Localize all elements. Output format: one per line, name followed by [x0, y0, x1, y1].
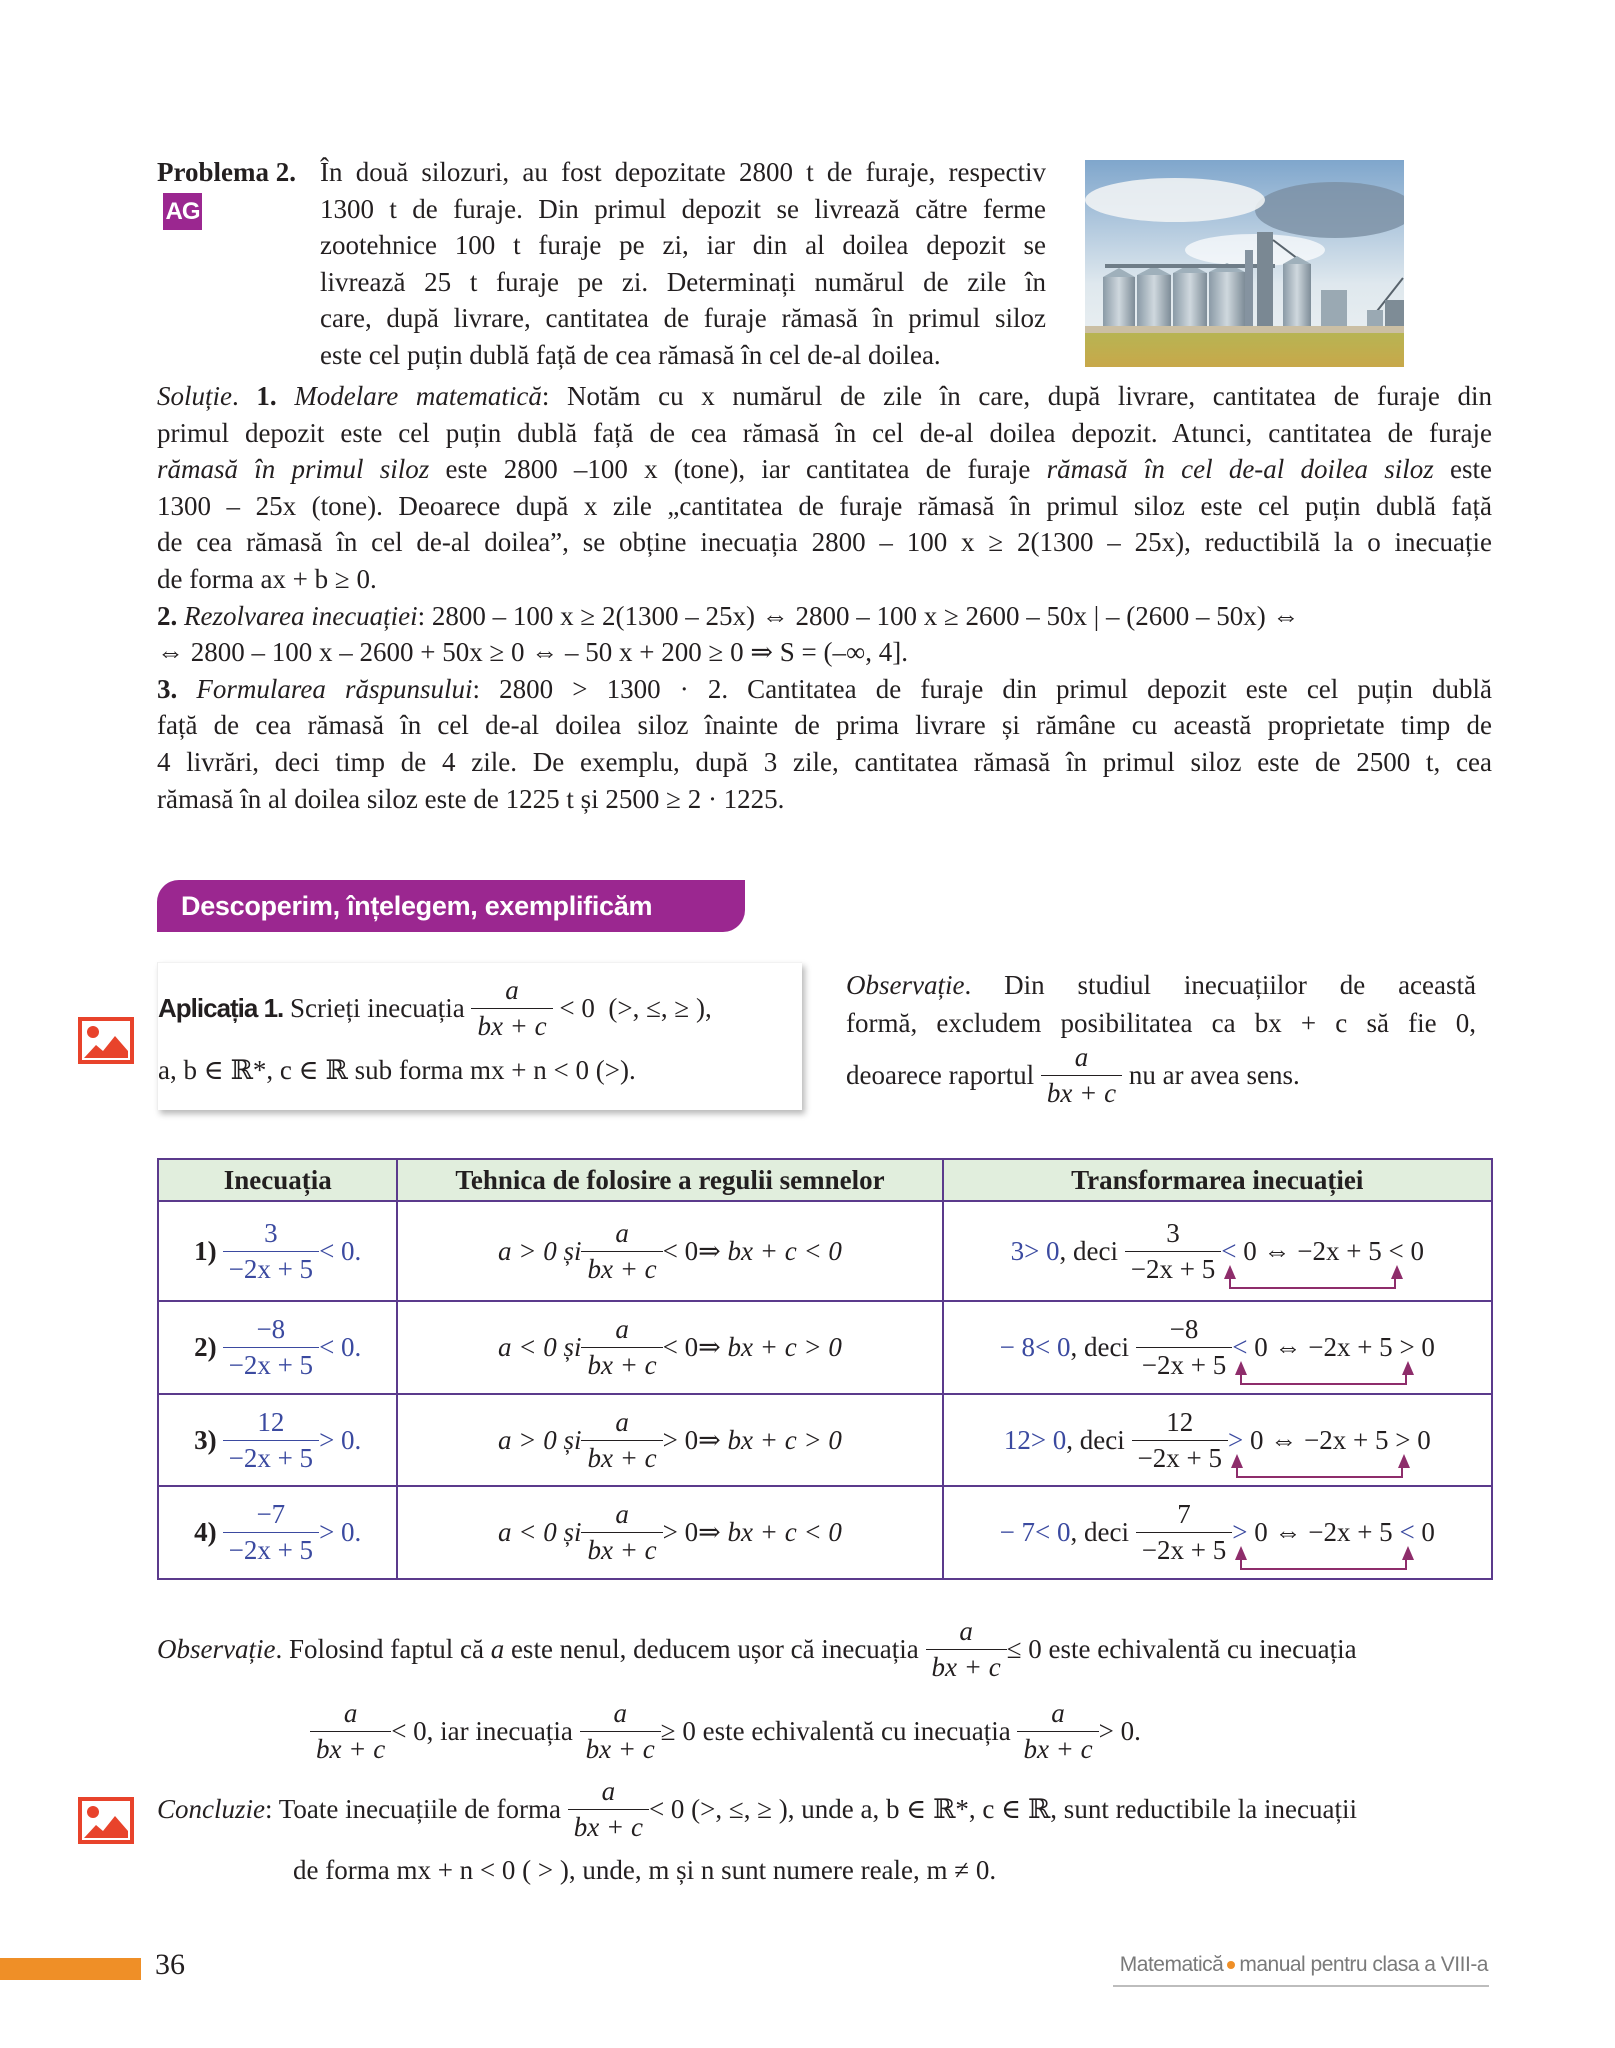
- fraction: [471, 977, 552, 1040]
- transformation-text: 0: [1410, 1424, 1431, 1455]
- observation-var: a: [490, 1634, 505, 1664]
- technique-cell: [397, 1201, 942, 1301]
- numerator-sign: < 0: [1035, 1332, 1071, 1362]
- conclusion-line2: de forma mx + n < 0 ( > ), unde, m și n sunt numere reale, m ≠ 0.: [293, 1855, 997, 1885]
- fraction-denominator: bx + c: [310, 1731, 391, 1763]
- fraction: [223, 1217, 319, 1284]
- solution-text-emph: rămasă în primul siloz: [157, 454, 430, 485]
- problem-title: Problema 2.: [157, 157, 296, 187]
- fraction-denominator: bx + c: [1017, 1731, 1098, 1763]
- inequality-sign: < 0.: [319, 1332, 362, 1362]
- book-title: [1110, 1953, 1488, 1977]
- fraction-numerator: a: [601, 1776, 616, 1806]
- step-title: Modelare matematică: [294, 381, 542, 411]
- table-row: [158, 1394, 1492, 1486]
- image-icon[interactable]: [78, 1797, 134, 1844]
- fraction-denominator: bx + c: [581, 1440, 662, 1472]
- transformation-text: 0 ⇔ −2x + 5: [1243, 1424, 1396, 1455]
- technique-result: ⇒ bx + c > 0: [698, 1424, 842, 1455]
- fraction-denominator: −2x + 5: [223, 1532, 319, 1564]
- technique-sign: < 0: [662, 1235, 699, 1266]
- observation-text: ≤ 0: [1006, 1634, 1042, 1664]
- fraction-numerator: a: [1051, 1698, 1065, 1728]
- solution-text: ⇔ 2800 – 100 x – 2600 + 50x ≥ 0 ⇔ – 50 x + 200 ≥ 0 ⇒ S = (–∞, 4].: [157, 637, 908, 668]
- problem-line: care, după livrare, cantitatea de furaje rămasă în primul siloz: [320, 303, 1046, 334]
- relation-sign: >: [1232, 1517, 1248, 1547]
- transformation-text: 0: [1414, 1517, 1435, 1547]
- arrow-connector-icon: [1240, 1558, 1407, 1570]
- fraction-numerator: 3: [1166, 1217, 1180, 1248]
- problem-line: În două silozuri, au fost depozitate 2800 t de furaje, respectiv: [320, 157, 1046, 187]
- book-subtitle: manual pentru clasa a VIII-a: [1239, 1953, 1488, 1976]
- problem-line: 1300 t de furaje. Din primul depozit se livrează către ferme: [320, 193, 1046, 224]
- image-icon-glyph: [82, 1801, 130, 1840]
- fraction-numerator: a: [615, 1217, 629, 1248]
- arrow-up-icon: [1235, 1546, 1247, 1560]
- fraction-numerator: 12: [257, 1406, 285, 1437]
- technique-text: a < 0 și: [497, 1517, 582, 1547]
- observation-text: < 0: [391, 1716, 427, 1746]
- technique-sign: > 0: [662, 1424, 699, 1455]
- transformation-text: 0 ⇔ −2x + 5: [1236, 1235, 1389, 1266]
- application-card: [157, 962, 802, 1110]
- row-number: 3): [194, 1424, 217, 1455]
- solution-text: 1300 – 25x (tone). Deoarece după x zile „cantitatea de furaje rămasă în primul siloz este cel puțin dublă față: [157, 490, 1492, 521]
- observation-text: , iar inecuația: [426, 1716, 580, 1746]
- step-number: 3.: [157, 673, 178, 704]
- book-subject: Matematică: [1119, 1953, 1224, 1976]
- fraction-numerator: a: [959, 1616, 973, 1646]
- arrow-connector-icon: [1229, 1277, 1396, 1289]
- silo-photo: [1085, 160, 1404, 367]
- fraction-denominator: −2x + 5: [223, 1347, 319, 1379]
- inequality-cell: [158, 1201, 397, 1301]
- observation-2: [157, 1618, 1492, 1681]
- solution-text: de cea rămasă în cel de-al doilea”, se obține inecuația 2800 – 100 x ≥ 2(1300 – 25x), reductibilă la o inecuație: [157, 527, 1492, 558]
- numerator-sign: > 0: [1024, 1235, 1060, 1266]
- solution-text: față de cea rămasă în cel de-al doilea siloz înainte de prima livrare și rămâne cu această proprietate timp de: [157, 710, 1492, 741]
- observation-text: ≥ 0: [660, 1716, 696, 1746]
- relation-sign: >: [1399, 1332, 1415, 1362]
- fraction: [581, 1316, 662, 1379]
- solution-text: primul depozit este cel puțin dublă față de cea rămasă în cel de-al doilea depozit. Atunci, cantitatea de furaje: [157, 417, 1492, 448]
- fraction: [223, 1501, 319, 1564]
- relation-sign: <: [1221, 1235, 1237, 1266]
- transformation-text: 0 ⇔ −2x + 5: [1247, 1517, 1400, 1547]
- fraction: [926, 1618, 1007, 1681]
- technique-cell: [397, 1486, 942, 1579]
- table-row: [158, 1301, 1492, 1394]
- transformation-cell: [943, 1394, 1493, 1486]
- solution-text: este: [1433, 454, 1492, 485]
- numerator-sign: > 0: [1030, 1424, 1067, 1455]
- conclusion-text: : Toate inecuațiile de forma: [265, 1794, 568, 1824]
- fraction-denominator: −2x + 5: [1125, 1251, 1221, 1283]
- silo-photo-illustration: [1085, 160, 1404, 367]
- observation-text: . Folosind faptul că: [275, 1634, 491, 1664]
- relation-sign: <: [1232, 1332, 1248, 1362]
- row-number: 1): [194, 1235, 217, 1266]
- inequality-sign: > 0.: [319, 1424, 362, 1455]
- fraction-numerator: a: [615, 1314, 629, 1344]
- transformation-text: 0: [1414, 1332, 1435, 1362]
- application-line2: a, b ∈ ℝ*, c ∈ ℝ sub forma mx + n < 0 (>).: [158, 1055, 636, 1085]
- fraction-numerator: 7: [1177, 1499, 1191, 1529]
- image-icon-glyph: [82, 1021, 130, 1060]
- observation-label: Observație: [157, 1634, 276, 1664]
- fraction: [568, 1778, 649, 1841]
- conclusion-text: < 0 (>, ≤, ≥ ), unde a, b ∈ ℝ*, c ∈ ℝ, sunt reductibile la inecuații: [648, 1794, 1357, 1824]
- inequality-cell: [158, 1486, 397, 1579]
- fraction: [1136, 1501, 1232, 1564]
- application-text: < 0 (>, ≤, ≥ ),: [552, 993, 712, 1023]
- fraction: [310, 1700, 391, 1763]
- problem-line: este cel puțin dublă față de cea rămasă în cel de-al doilea.: [320, 339, 941, 370]
- solution-label: Soluție: [157, 381, 232, 411]
- page-number: 36: [155, 1948, 185, 1981]
- table-header: Inecuația: [158, 1159, 397, 1201]
- fraction: [581, 1501, 662, 1564]
- fraction-numerator: a: [343, 1698, 358, 1728]
- table-row: [158, 1201, 1492, 1301]
- problem-line: zootehnice 100 t furaje pe zi, iar din al doilea depozit se: [320, 230, 1046, 261]
- fraction: [580, 1700, 661, 1763]
- solution-text: de forma ax + b ≥ 0.: [157, 563, 377, 594]
- fraction-numerator: a: [1074, 1042, 1089, 1072]
- fraction: [223, 1316, 319, 1379]
- numerator-sign: < 0: [1035, 1517, 1071, 1547]
- arrow-up-icon: [1402, 1546, 1414, 1560]
- fraction-numerator: a: [615, 1499, 629, 1529]
- observation-text: este nenul, deducem ușor că inecuația: [504, 1634, 926, 1664]
- row-number: 4): [194, 1517, 217, 1547]
- observation-text: nu ar avea sens.: [1122, 1060, 1300, 1090]
- observation-2-line2: [310, 1700, 1141, 1763]
- fraction: [1136, 1316, 1232, 1379]
- technique-result: ⇒ bx + c > 0: [698, 1332, 842, 1362]
- application-text: Scrieți inecuația: [283, 993, 472, 1023]
- fraction-denominator: bx + c: [926, 1649, 1007, 1681]
- problem-line: livrează 25 t furaje pe zi. Determinați numărul de zile în: [320, 266, 1046, 297]
- step-title: Formularea răspunsului: [196, 673, 473, 704]
- transformation-cell: [943, 1301, 1493, 1394]
- fraction-numerator: 12: [1166, 1406, 1194, 1437]
- arrow-up-icon: [1224, 1265, 1236, 1279]
- arrow-up-icon: [1231, 1454, 1243, 1468]
- observation-text: este echivalentă cu inecuația: [695, 1716, 1018, 1746]
- solution-text: este 2800 –100 x (tone), iar cantitatea de furaje: [429, 454, 1047, 485]
- fraction-numerator: 3: [264, 1217, 278, 1248]
- inequality-cell: [158, 1394, 397, 1486]
- fraction-denominator: bx + c: [471, 1008, 552, 1040]
- transformation-text: , deci: [1070, 1517, 1130, 1547]
- technique-sign: > 0: [662, 1517, 699, 1547]
- arrow-connector-icon: [1236, 1466, 1403, 1478]
- fraction-denominator: −2x + 5: [1136, 1347, 1232, 1379]
- problem-statement: [320, 154, 1046, 374]
- fraction-denominator: bx + c: [581, 1347, 662, 1379]
- footer-accent-bar: [0, 1958, 141, 1980]
- fraction-numerator: −7: [256, 1499, 286, 1529]
- fraction-denominator: −2x + 5: [223, 1251, 319, 1283]
- observation-text: . Din studiul inecuațiilor de această: [964, 970, 1476, 1000]
- fraction: [1132, 1406, 1228, 1473]
- bullet-dot-icon: [1227, 1961, 1235, 1969]
- relation-sign: >: [1228, 1424, 1244, 1455]
- solution-text-emph: rămasă în cel de-al doilea siloz: [1046, 454, 1434, 485]
- row-number: 2): [194, 1332, 217, 1362]
- transformation-cell: [943, 1201, 1493, 1301]
- relation-sign: <: [1399, 1517, 1415, 1547]
- image-icon[interactable]: [78, 1017, 134, 1064]
- technique-result: ⇒ bx + c < 0: [698, 1517, 842, 1547]
- fraction-denominator: bx + c: [568, 1809, 649, 1841]
- transformation-text: 0 ⇔ −2x + 5: [1247, 1332, 1400, 1362]
- conclusion-label: Concluzie: [157, 1794, 265, 1824]
- numerator-value: − 8: [999, 1332, 1036, 1362]
- fraction-denominator: −2x + 5: [1132, 1440, 1228, 1472]
- inequality-table: [157, 1158, 1493, 1580]
- technique-cell: [397, 1301, 942, 1394]
- observation-text: este echivalentă cu inecuația: [1041, 1634, 1357, 1664]
- inequality-sign: > 0.: [319, 1517, 362, 1547]
- table-header: Tehnica de folosire a regulii semnelor: [397, 1159, 942, 1201]
- fraction-numerator: a: [613, 1698, 627, 1728]
- step-title: Rezolvarea inecuației: [184, 600, 418, 631]
- technique-text: a < 0 și: [497, 1332, 582, 1362]
- relation-sign: >: [1395, 1424, 1411, 1455]
- technique-sign: < 0: [662, 1332, 699, 1362]
- fraction-denominator: bx + c: [581, 1532, 662, 1564]
- fraction: [223, 1406, 319, 1473]
- technique-cell: [397, 1394, 942, 1486]
- fraction: [581, 1217, 662, 1284]
- technique-text: a > 0 și: [497, 1424, 582, 1455]
- fraction: [1125, 1217, 1221, 1284]
- transformation-text: , deci: [1059, 1235, 1119, 1266]
- step-number: 1.: [256, 381, 277, 411]
- numerator-value: 3: [1010, 1235, 1025, 1266]
- fraction-denominator: bx + c: [581, 1251, 662, 1283]
- fraction-denominator: bx + c: [580, 1731, 661, 1763]
- arrow-up-icon: [1235, 1361, 1247, 1375]
- fraction-denominator: −2x + 5: [223, 1440, 319, 1472]
- fraction-numerator: −8: [256, 1314, 286, 1344]
- section-banner: Descoperim, înțelegem, exemplificăm: [157, 880, 745, 932]
- solution-text: : 2800 > 1300 · 2. Cantitatea de furaje din primul depozit este cel puțin dublă: [472, 673, 1493, 704]
- fraction-numerator: −8: [1169, 1314, 1199, 1344]
- table-header: Transformarea inecuației: [943, 1159, 1493, 1201]
- solution-text: : 2800 – 100 x ≥ 2(1300 – 25x) ⇔ 2800 – 100 x ≥ 2600 – 50x | – (2600 – 50x) ⇔: [417, 600, 1300, 631]
- arrow-up-icon: [1398, 1454, 1410, 1468]
- fraction-denominator: −2x + 5: [1136, 1532, 1232, 1564]
- solution-text: 4 livrări, deci timp de 4 zile. De exemplu, după 3 zile, cantitatea rămasă în primul siloz este de 2500 t, cea: [157, 746, 1492, 777]
- fraction-numerator: a: [615, 1406, 629, 1437]
- numerator-value: 12: [1003, 1424, 1031, 1455]
- fraction: [1041, 1044, 1122, 1107]
- technique-result: ⇒ bx + c < 0: [698, 1235, 842, 1266]
- transformation-cell: [943, 1486, 1493, 1579]
- observation-text: deoarece raportul: [846, 1060, 1041, 1090]
- observation-label: Observație: [846, 970, 965, 1000]
- observation-1: [846, 966, 1476, 1107]
- transformation-text: , deci: [1070, 1332, 1130, 1362]
- ag-badge: AG: [163, 193, 202, 230]
- numerator-value: − 7: [999, 1517, 1036, 1547]
- observation-text: > 0.: [1098, 1716, 1141, 1746]
- arrow-up-icon: [1391, 1265, 1403, 1279]
- footer-rule: [1113, 1985, 1489, 1987]
- application-title: Aplicația 1.: [158, 993, 284, 1023]
- fraction-numerator: a: [505, 975, 519, 1005]
- step-number: 2.: [157, 600, 178, 631]
- relation-sign: <: [1388, 1235, 1404, 1266]
- table-row: [158, 1486, 1492, 1579]
- solution-section: Soluție. 1. Modelare matematică: Notăm cu x numărul de zile în care, după livrare, cantitatea de furaje din primul depozit este cel puțin dublă față de cea rămasă în cel de-al doilea depozit. Atunci, cantitatea de furaje rămasă în primul siloz este 2800 –100 x (tone), iar cantitatea de furaje rămasă în cel de-al doilea siloz este 1300 – 25x (tone). Deoarece după x zile „cantitatea de furaje rămasă în primul siloz este cel puțin dublă față de cea rămasă în cel de-al doilea”, se obține inecuația 2800 – 100 x ≥ 2(1300 – 25x), reductibilă la o inecuație de forma ax + b ≥ 0. 2. Rezolvarea inecuației: 2800 – 100 x ≥ 2(1300 – 25x) ⇔ 2800 – 100 x ≥ 2600 – 50x | – (2600 – 50x) ⇔ ⇔ 2800 – 100 x – 2600 + 50x ≥ 0 ⇔ – 50 x + 200 ≥ 0 ⇒ S = (–∞, 4]. 3. Formularea răspunsului: 2800 > 1300 · 2. Cantitatea de furaje din primul depozit este cel puțin dublă față de cea rămasă în cel de-al doilea siloz înainte de prima livrare și rămâne cu această proprietate timp de 4 livrări, deci timp de 4 zile. De exemplu, după 3 zile, cantitatea rămasă în primul siloz este de 2500 t, cea rămasă în al doilea siloz este de 1225 t și 2500 ≥ 2 · 1225.: [157, 378, 1492, 817]
- solution-text: rămasă în al doilea siloz este de 1225 t și 2500 ≥ 2 · 1225.: [157, 783, 785, 814]
- inequality-sign: < 0.: [319, 1235, 362, 1266]
- fraction: [581, 1406, 662, 1473]
- conclusion: [157, 1778, 1492, 1841]
- technique-text: a > 0 și: [497, 1235, 582, 1266]
- transformation-text: 0: [1403, 1235, 1424, 1266]
- inequality-cell: [158, 1301, 397, 1394]
- fraction-denominator: bx + c: [1041, 1075, 1122, 1107]
- arrow-up-icon: [1402, 1361, 1414, 1375]
- arrow-connector-icon: [1240, 1373, 1407, 1385]
- observation-text: formă, excludem posibilitatea ca bx + c să fie 0,: [846, 1008, 1476, 1038]
- solution-text: : Notăm cu x numărul de zile în care, după livrare, cantitatea de furaje din: [541, 381, 1493, 411]
- fraction: [1017, 1700, 1098, 1763]
- transformation-text: , deci: [1066, 1424, 1125, 1455]
